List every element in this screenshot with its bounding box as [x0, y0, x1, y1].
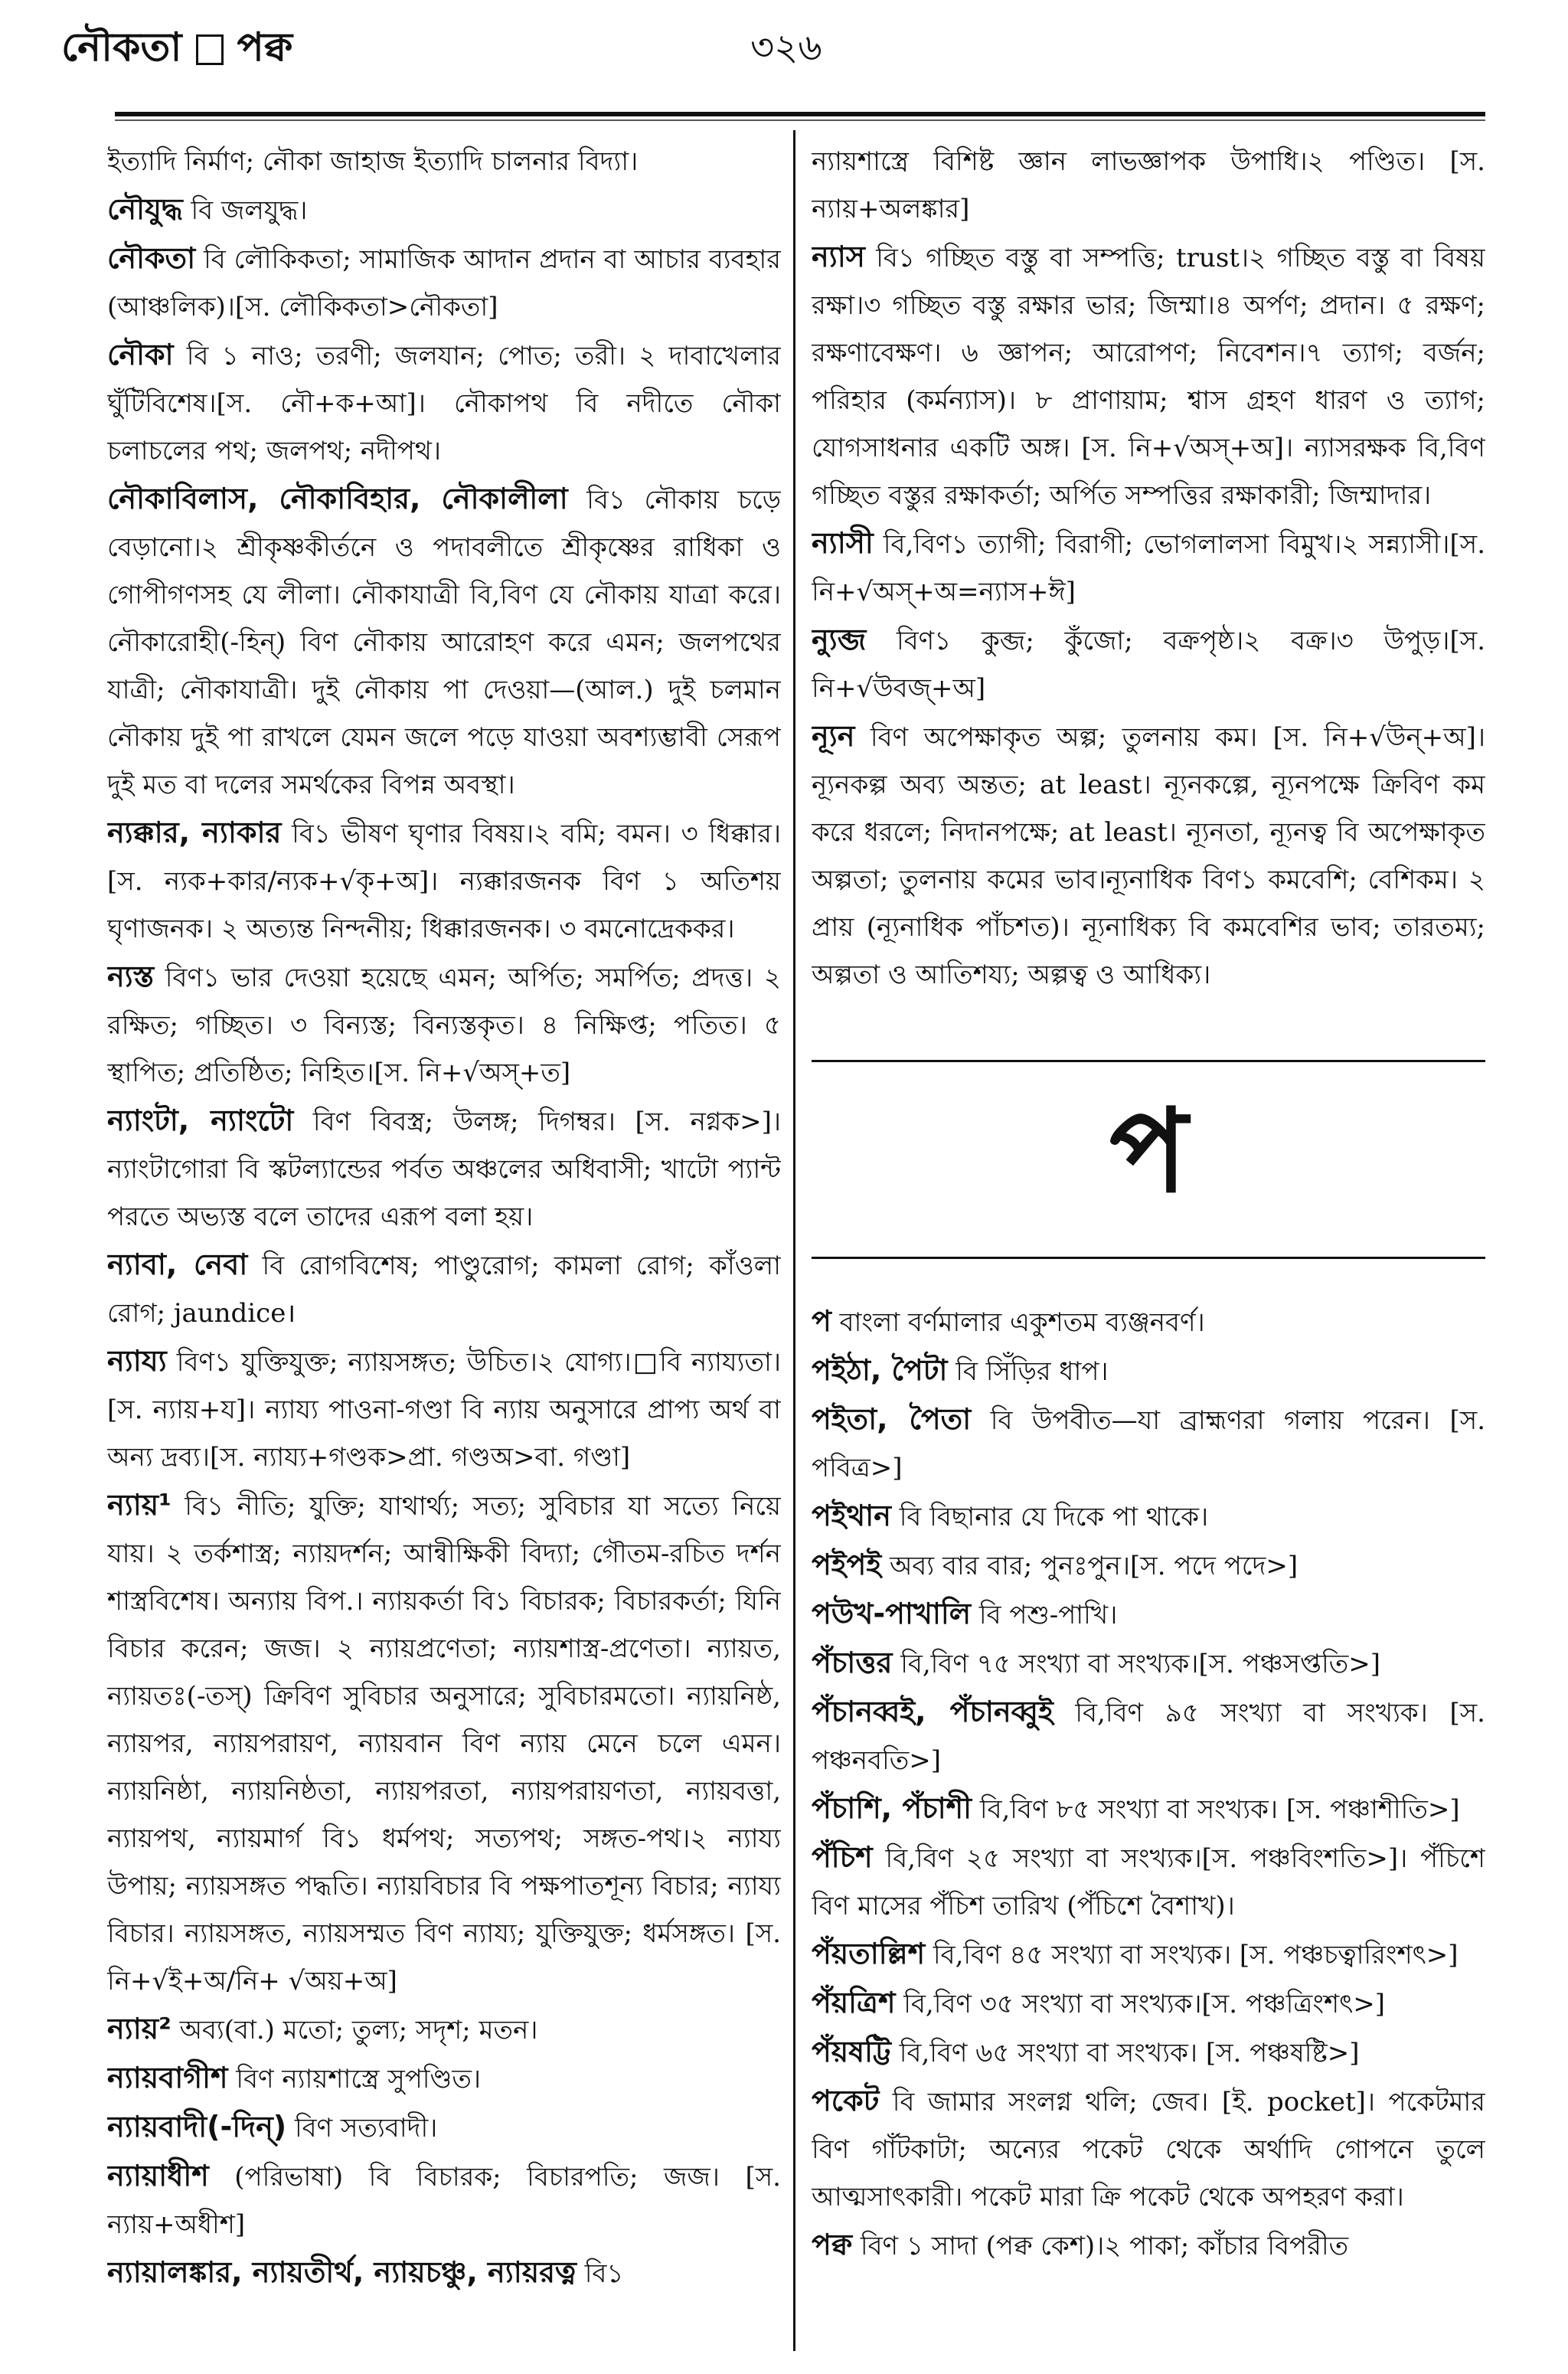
entry-definition: বি রোগবিশেষ; পাণ্ডুরোগ; কামলা রোগ; কাঁওলা রোগ; jaundice।	[107, 1251, 781, 1329]
entry-definition: বি ১ নাও; তরণী; জলযান; পোত; তরী। ২ দাবাখেলার ঘুঁটিবিশেষ।[স. নৌ+ক+আ]। নৌকাপথ বি নদীতে নৌকা চলাচলের পথ; জলপথ; নদীপথ।	[107, 341, 781, 466]
entry-headword: ন্যায়বাগীশ	[107, 2061, 228, 2094]
dictionary-entry	[812, 1784, 1485, 1833]
entry-definition: ইত্যাদি নির্মাণ; নৌকা জাহাজ ইত্যাদি চালনার বিদ্যা।	[107, 146, 639, 177]
entry-definition: বি,বিণ ৬৫ সংখ্যা বা সংখ্যক। [স. পঞ্চষষ্টি>]	[899, 2038, 1360, 2068]
entry-headword: প	[812, 1304, 831, 1338]
dictionary-entry	[812, 1833, 1485, 1930]
entry-definition: বি জলযুদ্ধ।	[191, 195, 308, 226]
dictionary-entry	[107, 1481, 781, 2005]
entry-definition: বিণ অপেক্ষাকৃত অল্প; তুলনায় কম। [স. নি+√উন্+অ]। ন্যূনকল্প অব্য অন্তত; at least। ন্যূনকল্পে, ন্যূনপক্ষে ক্রিবিণ কম করে ধরলে; নিদানপক্ষে; at least। ন্যূনতা, ন্যূনত্ব বি অপেক্ষাকৃত অল্পতা; তুলনায় কমের ভাব।ন্যূনাধিক বিণ১ কমবেশি; বেশিকম। ২ প্রায় (ন্যূনাধিক পাঁচশত)। ন্যূনাধিক্য বি কমবেশির ভাব; তারতম্য; অল্পতা ও আতিশয্য; অল্পত্ব ও আধিক্য।	[812, 722, 1485, 990]
entry-headword: পইথান	[812, 1499, 891, 1532]
dictionary-entry	[107, 138, 781, 185]
entry-headword: ন্যায়াধীশ	[107, 2159, 209, 2193]
dictionary-entry	[812, 1541, 1485, 1590]
entry-headword: নৌকতা	[107, 241, 196, 275]
section-rule-bottom	[812, 1257, 1485, 1259]
header-rule-thin	[115, 119, 1485, 121]
right-column	[812, 138, 1485, 2366]
guide-word-last: পক্ব	[237, 25, 293, 70]
entry-definition: বি পশু-পাখি।	[978, 1600, 1118, 1630]
entry-definition: ন্যায়শাস্ত্রে বিশিষ্ট জ্ঞান লাভজ্ঞাপক উপাধি।২ পণ্ডিত। [স. ন্যায়+অলঙ্কার]	[812, 146, 1485, 224]
dictionary-entry	[812, 1492, 1485, 1541]
entry-definition: বি১ নীতি; যুক্তি; যাথার্থ্য; সত্য; সুবিচার যা সত্যে নিয়ে যায়। ২ তর্কশাস্ত্র; ন্যায়দর্শন; আন্বীক্ষিকী বিদ্যা; গৌতম-রচিত দর্শন শাস্ত্রবিশেষ। অন্যায় বিপ.। ন্যায়কর্তা বি১ বিচারক; বিচারকর্তা; যিনি বিচার করেন; জজ। ২ ন্যায়প্রণেতা; ন্যায়শাস্ত্র-প্রণেতা। ন্যায়ত, ন্যায়তঃ(-তস্) ক্রিবিণ সুবিচার অনুসারে; সুবিচারমতো। ন্যায়নিষ্ঠ, ন্যায়পর, ন্যায়পরায়ণ, ন্যায়বান বিণ ন্যায় মেনে চলে এমন। ন্যায়নিষ্ঠা, ন্যায়নিষ্ঠতা, ন্যায়পরতা, ন্যায়পরায়ণতা, ন্যায়বত্তা, ন্যায়পথ, ন্যায়মার্গ বি১ ধর্মপথ; সত্যপথ; সঙ্গত-পথ।২ ন্যায্য উপায়; ন্যায়সঙ্গত পদ্ধতি। ন্যায়বিচার বি পক্ষপাতশূন্য বিচার; ন্যায্য বিচার। ন্যায়সঙ্গত, ন্যায়সম্মত বিণ ন্যায্য; যুক্তিযুক্ত; ধর্মসঙ্গত। [স. নি+√ই+অ/নি+ √অয়+অ]	[107, 1491, 781, 1996]
entry-headword: ন্যায়¹	[107, 1488, 172, 1522]
entry-headword: পঁয়ত্রিশ	[812, 1986, 896, 2019]
dictionary-entry	[812, 1346, 1485, 1395]
guide-words	[61, 17, 292, 78]
dictionary-entry	[107, 1097, 781, 1241]
entry-headword: পউখ-পাখালি	[812, 1597, 972, 1630]
entry-definition: বি,বিণ ৩৫ সংখ্যা বা সংখ্যক।[স. পঞ্চত্রিংশৎ>]	[903, 1989, 1386, 2019]
dictionary-entry	[812, 2077, 1485, 2221]
entry-headword: ন্যস্ত	[107, 960, 155, 993]
entry-definition: বিণ বিবস্ত্র; উলঙ্গ; দিগম্বর। [স. নগ্নক>]। ন্যাংটাগোরা বি স্কটল্যান্ডের পর্বত অঞ্চলের অধিবাসী; খাটো প্যান্ট পরতে অভ্যস্ত বলে তাদের এরূপ বলা হয়।	[107, 1107, 781, 1232]
entry-headword: ন্যায়বাদী(-দিন্)	[107, 2110, 287, 2143]
dictionary-entry	[812, 233, 1485, 519]
right-bottom-entries	[812, 1297, 1485, 2270]
dictionary-entry	[812, 1979, 1485, 2028]
entry-headword: পইঠা, পৈটা	[812, 1353, 948, 1387]
entry-headword: পঁচিশ	[812, 1840, 873, 1874]
section-letter: প	[1109, 1085, 1187, 1218]
entry-headword: ন্যাবা, নেবা	[107, 1247, 248, 1281]
dictionary-entry	[107, 185, 781, 234]
entry-headword: পইতা, পৈতা	[812, 1402, 972, 1436]
entry-definition: বি,বিণ ৮৫ সংখ্যা বা সংখ্যক। [স. পঞ্চাশীতি>]	[979, 1794, 1460, 1825]
entry-definition: বি১ নৌকায় চড়ে বেড়ানো।২ শ্রীকৃষ্ণকীর্তনে ও পদাবলীতে শ্রীকৃষ্ণের রাধিকা ও গোপীগণসহ যে লীলা। নৌকাযাত্রী বি,বিণ যে নৌকায় যাত্রা করে। নৌকারোহী(-হিন্) বিণ নৌকায় আরোহণ করে এমন; জলপথের যাত্রী; নৌকাযাত্রী। দুই নৌকায় পা দেওয়া—(আল.) দুই চলমান নৌকায় দুই পা রাখলে যেমন জলে পড়ে যাওয়া অবশ্যম্ভাবী সেরূপ দুই মত বা দলের সমর্থকের বিপন্ন অবস্থা।	[107, 485, 781, 800]
entry-headword: ন্যাংটা, ন্যাংটো	[107, 1104, 294, 1137]
entry-definition: বিণ ১ সাদা (পক্ব কেশ)।২ পাকা; কাঁচার বিপরীত	[860, 2231, 1349, 2261]
entry-headword: ন্যায্য	[107, 1344, 167, 1378]
entry-definition: বি,বিণ ২৫ সংখ্যা বা সংখ্যক।[স. পঞ্চবিংশতি>]। পঁচিশে বিণ মাসের পঁচিশ তারিখ (পঁচিশে বৈশাখ)।	[812, 1843, 1485, 1921]
entry-headword: পঁচানব্বই, পঁচানব্বুই	[812, 1695, 1054, 1728]
page-header	[61, 17, 1508, 86]
dictionary-entry	[812, 2221, 1485, 2270]
entry-definition: বি সিঁড়ির ধাপ।	[956, 1356, 1109, 1387]
entry-headword: পঁচাশি, পঁচাশী	[812, 1791, 972, 1825]
entry-definition: বিণ ন্যায়শাস্ত্রে সুপণ্ডিত।	[236, 2064, 482, 2094]
header-rule	[115, 112, 1485, 116]
entry-headword: নৌযুদ্ধ	[107, 192, 183, 226]
entry-definition: অব্য(বা.) মতো; তুল্য; সদৃশ; মতন।	[179, 2015, 538, 2045]
entry-definition: বি,বিণ ৭৫ সংখ্যা বা সংখ্যক।[স. পঞ্চসপ্ততি>]	[900, 1649, 1380, 1679]
entry-definition: বি১	[584, 2258, 624, 2289]
entry-headword: ন্যূন	[812, 719, 855, 753]
entry-definition: বি,বিণ ৪৫ সংখ্যা বা সংখ্যক। [স. পঞ্চচত্বারিংশৎ>]	[933, 1940, 1459, 1970]
section-letter-block	[812, 1045, 1485, 1274]
entry-headword: ন্যায়ালঙ্কার, ন্যায়তীর্থ, ন্যায়চঞ্চু, ন্যায়রত্ন	[107, 2255, 577, 2289]
entry-headword: পঁয়ষট্টি	[812, 2035, 891, 2068]
dictionary-entry	[107, 809, 781, 953]
entry-definition: বি,বিণ১ ত্যাগী; বিরাগী; ভোগলালসা বিমুখ।২ সন্ন্যাসী।[স. নি+√অস্+অ=ন্যাস+ঈ]	[812, 529, 1485, 607]
entry-headword: ন্যাস	[812, 240, 865, 273]
dictionary-entry	[107, 2054, 781, 2103]
entry-definition: বাংলা বর্ণমালার একুশতম ব্যঞ্জনবর্ণ।	[839, 1307, 1205, 1338]
dictionary-entry	[107, 234, 781, 331]
dictionary-entry	[812, 1639, 1485, 1688]
entry-headword: ন্যক্কার, ন্যাকার	[107, 816, 282, 849]
dictionary-entry	[812, 2028, 1485, 2077]
entry-definition: বি উপবীত—যা ব্রাহ্মণরা গলায় পরেন। [স. পবিত্র>]	[812, 1405, 1485, 1483]
page-number: ৩২৬	[750, 26, 822, 69]
dictionary-entry	[812, 138, 1485, 233]
dictionary-entry	[812, 712, 1485, 999]
dictionary-entry	[107, 1337, 781, 1481]
section-rule-top	[812, 1060, 1485, 1062]
guide-separator-box	[196, 34, 224, 65]
entry-definition: বি১ গচ্ছিত বস্তু বা সম্পত্তি; trust।২ গচ্ছিত বস্তু বা বিষয় রক্ষা।৩ গচ্ছিত বস্তু রক্ষার ভার; জিম্মা।৪ অর্পণ; প্রদান। ৫ রক্ষণ; রক্ষণাবেক্ষণ। ৬ জ্ঞাপন; আরোপণ; নিবেশন।৭ ত্যাগ; বর্জন; পরিহার (কর্মন্যাস)। ৮ প্রাণায়াম; শ্বাস গ্রহণ ধারণ ও ত্যাগ; যোগসাধনার একটি অঙ্গ। [স. নি+√অস্+অ]। ন্যাসরক্ষক বি,বিণ গচ্ছিত বস্তুর রক্ষাকর্তা; অর্পিত সম্পত্তির রক্ষাকারী; জিম্মাদার।	[812, 243, 1485, 511]
dictionary-entry	[812, 1395, 1485, 1492]
entry-headword: পইপই	[812, 1548, 882, 1581]
entry-definition: (পরিভাষা) বি বিচারক; বিচারপতি; জজ। [স. ন্যায়+অধীশ]	[107, 2162, 781, 2240]
dictionary-entry	[107, 953, 781, 1097]
dictionary-entry	[812, 616, 1485, 712]
dictionary-entry	[107, 331, 781, 475]
right-top-entries	[812, 138, 1485, 999]
left-entries	[107, 138, 781, 2297]
entry-headword: পক্ব	[812, 2228, 853, 2261]
entry-definition: অব্য বার বার; পুনঃপুন।[স. পদে পদে>]	[889, 1551, 1298, 1581]
dictionary-entry	[107, 2005, 781, 2054]
entry-definition: বি,বিণ ৯৫ সংখ্যা বা সংখ্যক। [স. পঞ্চনবতি>]	[812, 1698, 1485, 1776]
dictionary-entry	[107, 1241, 781, 1337]
dictionary-entry	[812, 1688, 1485, 1784]
left-column	[107, 138, 781, 2366]
entry-definition: বি১ ভীষণ ঘৃণার বিষয়।২ বমি; বমন। ৩ ধিক্কার।[স. ন্যক+কার/ন্যক+√কৃ+অ]। ন্যক্কারজনক বিণ ১ অতিশয় ঘৃণাজনক। ২ অত্যন্ত নিন্দনীয়; ধিক্কারজনক। ৩ বমনোদ্রেককর।	[107, 819, 781, 944]
entry-headword: পঁচাত্তর	[812, 1646, 893, 1679]
entry-definition: বিণ সত্যবাদী।	[294, 2113, 438, 2143]
entry-definition: বি জামার সংলগ্ন থলি; জেব। [ই. pocket]। পকেটমার বিণ গাঁটকাটা; অন্যের পকেট থেকে অর্থাদি গোপনে তুলে আত্মসাৎকারী। পকেট মারা ক্রি পকেট থেকে অপহরণ করা।	[812, 2087, 1485, 2212]
entry-definition: বিণ১ ভার দেওয়া হয়েছে এমন; অর্পিত; সমর্পিত; প্রদত্ত। ২ রক্ষিত; গচ্ছিত। ৩ বিন্যস্ত; বিন্যস্তকৃত। ৪ নিক্ষিপ্ত; পতিত। ৫ স্থাপিত; প্রতিষ্ঠিত; নিহিত।[স. নি+√অস্+ত]	[107, 963, 781, 1088]
entry-headword: পকেট	[812, 2084, 880, 2117]
entry-definition: বিণ১ কুব্জ; কুঁজো; বক্রপৃষ্ঠ।২ বক্র।৩ উপুড়।[স. নি+√উবজ্+অ]	[812, 626, 1485, 704]
dictionary-entry	[812, 519, 1485, 616]
entry-headword: নৌকাবিলাস, নৌকাবিহার, নৌকালীলা	[107, 482, 568, 515]
column-divider	[793, 130, 795, 2351]
entry-definition: বি বিছানার যে দিকে পা থাকে।	[899, 1502, 1209, 1532]
entry-headword: নৌকা	[107, 338, 174, 371]
guide-word-first: নৌকতা	[61, 25, 182, 70]
entry-headword: পঁয়তাল্লিশ	[812, 1937, 926, 1970]
entry-definition: বিণ১ যুক্তিযুক্ত; ন্যায়সঙ্গত; উচিত।২ যোগ্য।□বি ন্যায্যতা। [স. ন্যায়+য]। ন্যায্য পাওনা-গণ্ডা বি ন্যায় অনুসারে প্রাপ্য অর্থ বা অন্য দ্রব্য।[স. ন্যায্য+গণ্ডক>প্রা. গণ্ডঅ>বা. গণ্ডা]	[107, 1347, 781, 1473]
dictionary-entry	[812, 1297, 1485, 1346]
entry-headword: ন্যাসী	[812, 526, 874, 560]
dictionary-entry	[812, 1590, 1485, 1639]
dictionary-entry	[107, 2152, 781, 2248]
dictionary-entry	[812, 1930, 1485, 1979]
dictionary-entry	[107, 2248, 781, 2297]
entry-headword: ন্যুব্জ	[812, 623, 867, 656]
entry-definition: বি লৌকিকতা; সামাজিক আদান প্রদান বা আচার ব্যবহার (আঞ্চলিক)।[স. লৌকিকতা>নৌকতা]	[107, 244, 781, 322]
dictionary-entry	[107, 2103, 781, 2152]
entry-headword: ন্যায়²	[107, 2012, 172, 2045]
dictionary-entry	[107, 475, 781, 809]
